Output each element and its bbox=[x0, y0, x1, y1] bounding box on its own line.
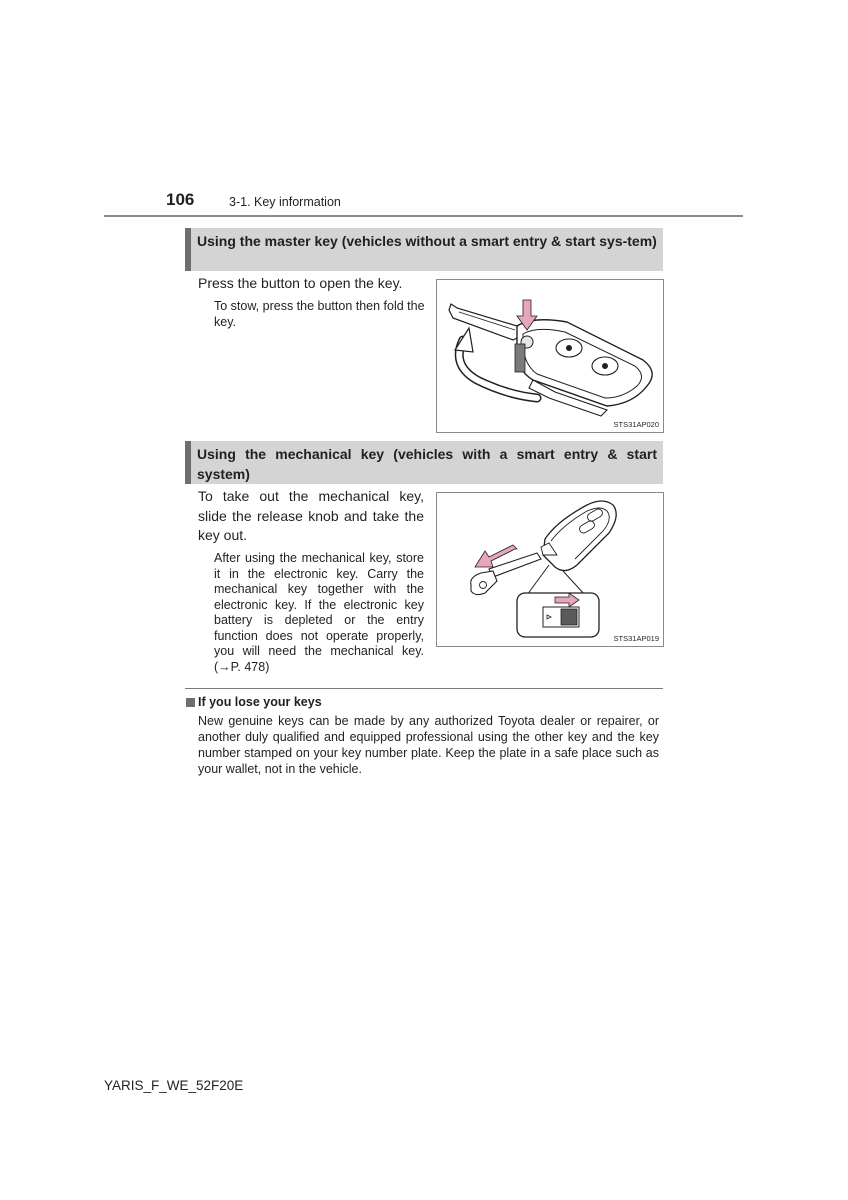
square-bullet-icon bbox=[186, 698, 195, 707]
section-title: 3-1. Key information bbox=[229, 195, 341, 209]
master-key-note: To stow, press the button then fold the key. bbox=[214, 299, 425, 329]
header-divider bbox=[104, 215, 743, 217]
master-key-figure bbox=[436, 279, 664, 433]
section-divider bbox=[185, 688, 663, 689]
figure-code-2: STS31AP019 bbox=[613, 634, 659, 643]
smart-key-illustration bbox=[437, 493, 663, 646]
lose-keys-body: New genuine keys can be made by any authorized Toyota dealer or repairer, or another duly qualified and equipped professional using the other key and the key number stamped on your key number plate. Keep the plate in a safe place such as your wallet, not in the vehicle. bbox=[198, 714, 659, 776]
master-key-heading: Using the master key (vehicles without a smart entry & start sys-tem) bbox=[185, 228, 663, 271]
footer-code: YARIS_F_WE_52F20E bbox=[104, 1078, 244, 1093]
mechanical-key-heading: Using the mechanical key (vehicles with a smart entry & start system) bbox=[185, 441, 663, 484]
lose-keys-title: If you lose your keys bbox=[198, 695, 322, 709]
folding-key-illustration bbox=[437, 280, 663, 432]
figure-code-1: STS31AP020 bbox=[613, 420, 659, 429]
page-number: 106 bbox=[166, 190, 195, 209]
mechanical-key-note: After using the mechanical key, store it in the electronic key. Carry the mechanical key together with the electronic key. If the electronic key battery is depleted or the entry function does not operate properly, you will need the mechanical key. (→P. 478) bbox=[214, 551, 424, 674]
master-key-instruction: Press the button to open the key. bbox=[198, 275, 403, 291]
mechanical-key-instruction: To take out the mechanical key, slide the release knob and take the key out. bbox=[198, 488, 424, 543]
mechanical-key-figure bbox=[436, 492, 664, 647]
